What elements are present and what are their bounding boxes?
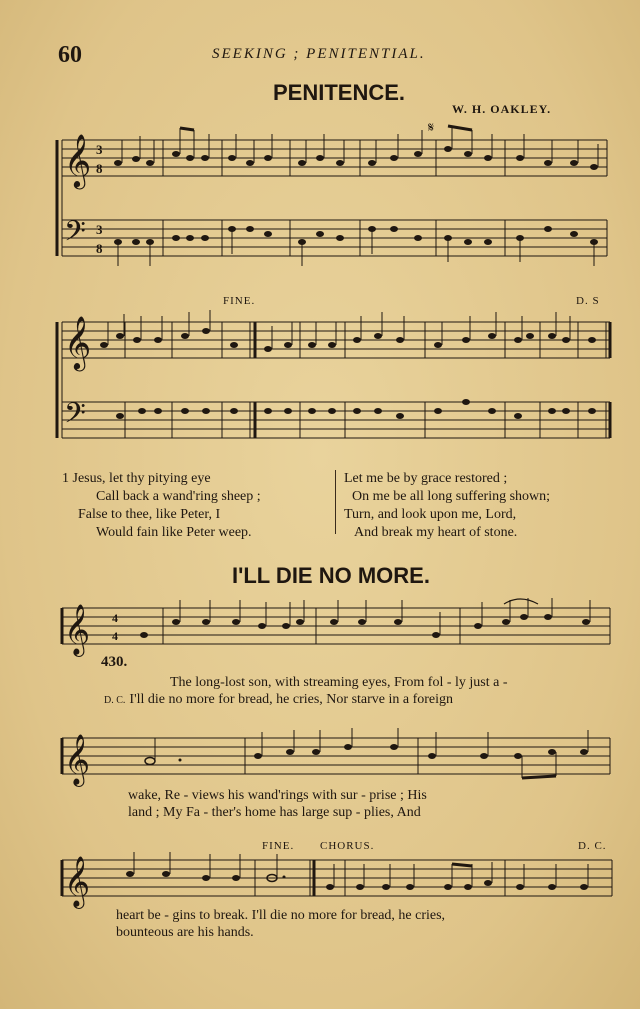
verse-line: Would fain like Peter weep. bbox=[96, 525, 252, 540]
dc-marker: D. C. bbox=[104, 695, 126, 706]
verse-line: Turn, and look upon me, Lord, bbox=[344, 507, 517, 522]
svg-text:8: 8 bbox=[96, 161, 103, 176]
music-staff-3 bbox=[0, 596, 640, 660]
verse-line: On me be all long suffering shown; bbox=[352, 489, 551, 504]
svg-text:𝄞: 𝄞 bbox=[64, 604, 91, 655]
lyric-text: I'll die no more for bread, he cries, Nor starve in a foreign bbox=[129, 692, 454, 707]
music-system-2 bbox=[0, 300, 640, 460]
fine-label-2: FINE. bbox=[262, 840, 295, 852]
running-head: SEEKING ; PENITENTIAL. bbox=[212, 46, 426, 62]
music-staff-4 bbox=[0, 726, 640, 790]
lyric-line-3b: bounteous are his hands. bbox=[116, 925, 254, 940]
verse-line: And break my heart of stone. bbox=[354, 525, 518, 540]
fine-label-1: FINE. bbox=[223, 295, 256, 307]
ds-label: D. S bbox=[576, 295, 600, 307]
svg-text:𝄞: 𝄞 bbox=[64, 734, 91, 785]
hymn-title-penitence: PENITENCE. bbox=[273, 80, 406, 105]
svg-text:𝄞: 𝄞 bbox=[64, 315, 92, 369]
svg-text:𝄞: 𝄞 bbox=[64, 856, 91, 907]
svg-text:𝄋: 𝄋 bbox=[428, 120, 435, 136]
lyric-line-2b: land ; My Fa - ther's home has large sup - plies, And bbox=[128, 805, 421, 820]
verse-line: False to thee, like Peter, I bbox=[78, 507, 221, 522]
music-staff-5 bbox=[0, 848, 640, 912]
music-system-1 bbox=[0, 118, 640, 278]
verse-column-divider bbox=[335, 470, 336, 534]
verse-line: 1 Jesus, let thy pitying eye bbox=[62, 471, 211, 486]
hymn-title-ill-die-no-more: I'LL DIE NO MORE. bbox=[232, 563, 430, 588]
chorus-label: CHORUS. bbox=[320, 840, 375, 852]
lyric-line-1a: The long-lost son, with streaming eyes, From fol - ly just a - bbox=[170, 675, 508, 690]
svg-text:3: 3 bbox=[96, 142, 103, 157]
composer-credit: W. H. OAKLEY. bbox=[452, 102, 552, 116]
svg-text:3: 3 bbox=[96, 222, 103, 237]
svg-text:4: 4 bbox=[112, 629, 118, 643]
dc-label: D. C. bbox=[578, 840, 607, 852]
page-number: 60 bbox=[58, 42, 82, 68]
lyric-line-1b bbox=[104, 692, 453, 708]
verse-line: Let me be by grace restored ; bbox=[344, 471, 508, 486]
svg-text:8: 8 bbox=[96, 241, 103, 256]
svg-text:𝄢: 𝄢 bbox=[64, 215, 86, 255]
svg-text:𝄢: 𝄢 bbox=[64, 397, 86, 437]
verse-line: Call back a wand'ring sheep ; bbox=[96, 489, 261, 504]
verse-right-block bbox=[344, 470, 550, 542]
lyric-line-2a: wake, Re - views his wand'rings with sur - prise ; His bbox=[128, 788, 427, 803]
svg-text:𝄞: 𝄞 bbox=[64, 133, 92, 187]
svg-text:4: 4 bbox=[112, 611, 118, 625]
hymn-number: 430. bbox=[101, 654, 128, 670]
lyric-line-3a: heart be - gins to break. I'll die no more for bread, he cries, bbox=[116, 908, 446, 923]
verse-left-block bbox=[62, 470, 261, 542]
